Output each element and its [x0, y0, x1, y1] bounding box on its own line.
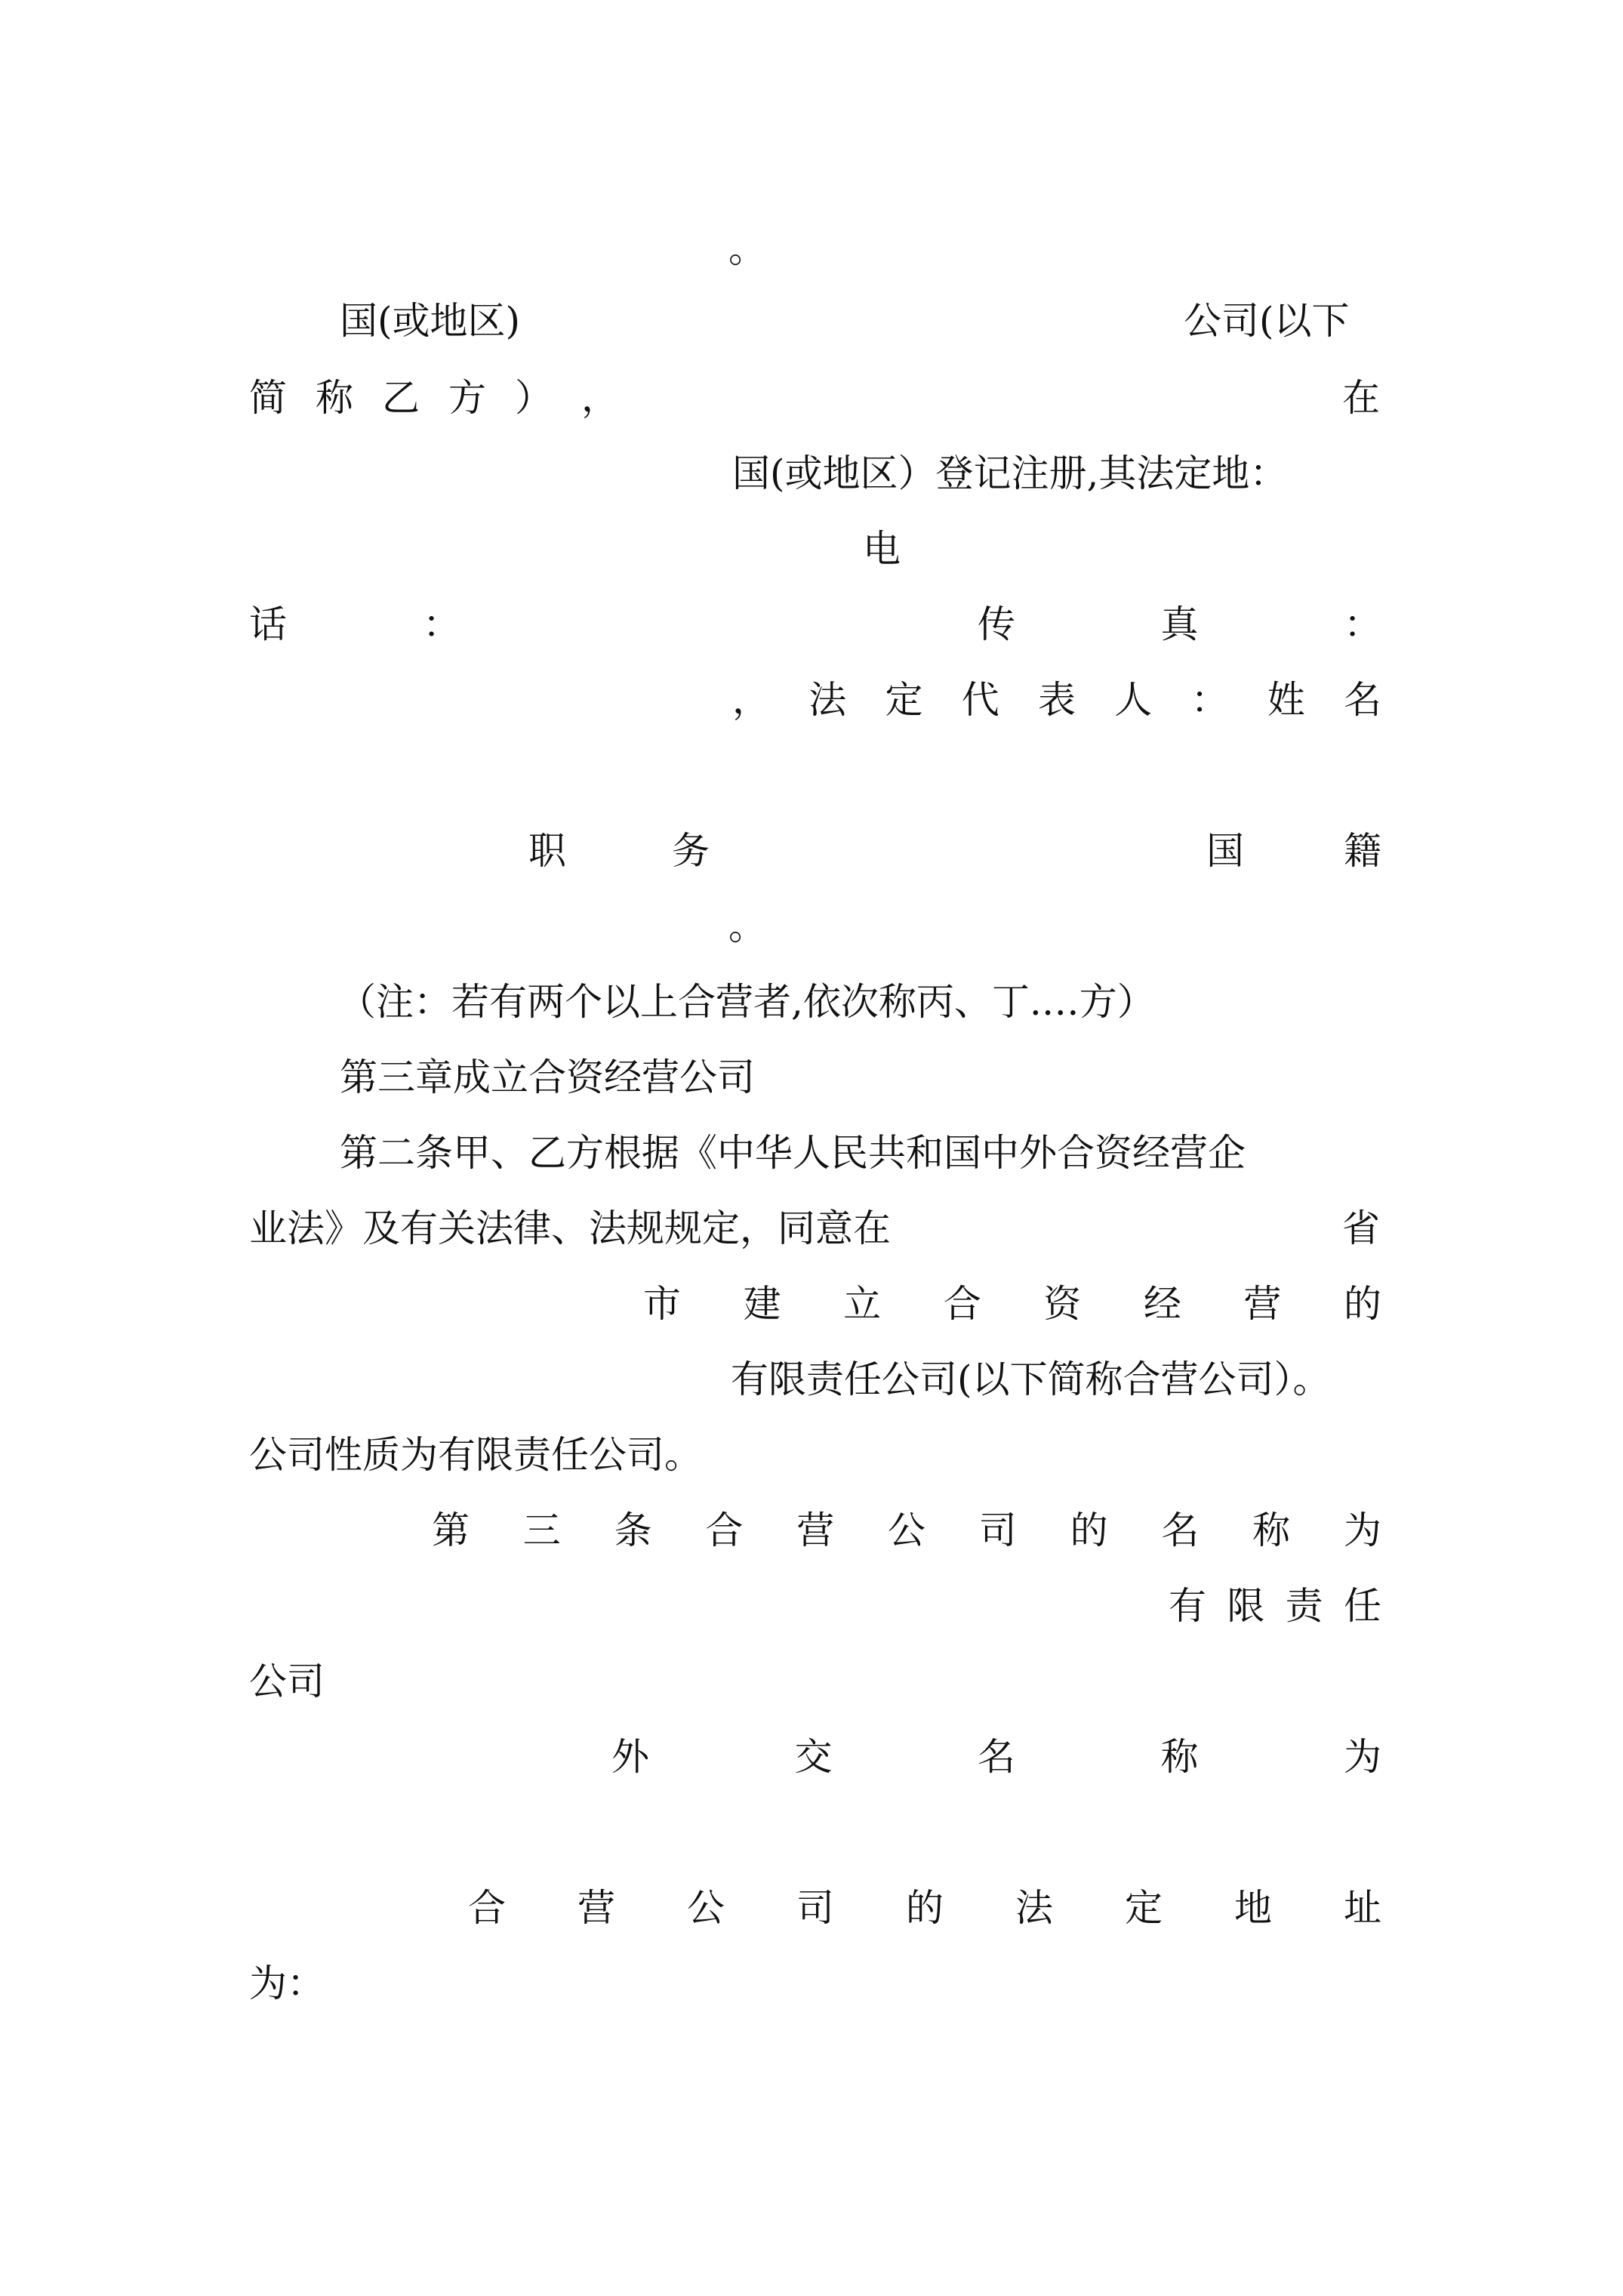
char: 限: [1227, 1584, 1265, 1628]
country-region-label: 国(或地区): [340, 299, 521, 343]
article-3-line1: [432, 1508, 1381, 1553]
company-label: 公司(以下: [1184, 299, 1350, 343]
char: 职: [528, 829, 566, 873]
registration-line: 国(或地区）登记注册,其法定地：: [732, 451, 1288, 495]
legal-representative-label: [732, 677, 1381, 723]
foreign-name-label: [611, 1734, 1381, 1780]
char: 责: [1285, 1584, 1323, 1628]
party-b-abbrev: [249, 375, 619, 421]
char: 定: [885, 678, 923, 722]
address-suffix: 为：: [249, 1962, 325, 2005]
char: 国: [1206, 829, 1244, 873]
char: 名: [1161, 1509, 1200, 1552]
char: 有: [1169, 1584, 1206, 1628]
char: 的: [1343, 1282, 1381, 1326]
char: 名: [978, 1735, 1015, 1779]
char: 称: [316, 376, 353, 420]
char: 交: [794, 1735, 833, 1779]
char: 合: [943, 1282, 981, 1326]
article-2-line3: [643, 1281, 1381, 1327]
char: 任: [1343, 1584, 1381, 1628]
char: 为: [1344, 1735, 1381, 1779]
char: 址: [1344, 1886, 1381, 1930]
char: 简: [249, 376, 287, 420]
char: 的: [906, 1886, 944, 1930]
char: 姓: [1267, 678, 1305, 722]
char: 三: [522, 1509, 561, 1552]
char: 建: [743, 1282, 781, 1326]
phone-colon: ：: [423, 603, 460, 646]
at-label: 在: [1342, 376, 1380, 420]
limited-liability-label: [1169, 1583, 1381, 1629]
phone-label-part1: 电: [863, 527, 901, 571]
char: 法: [808, 678, 847, 722]
char: 称: [1252, 1509, 1291, 1552]
char: 合: [468, 1886, 506, 1930]
phone-label-part2: 话: [249, 603, 287, 646]
char: 司: [796, 1886, 834, 1930]
char: 名: [1344, 678, 1381, 722]
char: 传: [978, 603, 1015, 646]
char: 营: [577, 1886, 615, 1930]
char: 司: [978, 1509, 1017, 1552]
chapter-heading: 第三章成立合资经营公司: [340, 1056, 755, 1099]
char: 代: [961, 678, 999, 722]
char: 公: [687, 1886, 725, 1930]
char: 务: [672, 829, 710, 873]
company-nature-line: 公司性质为有限责任公司。: [249, 1433, 702, 1477]
char: ，: [732, 678, 770, 722]
char: 表: [1038, 678, 1076, 722]
article-2-line4: 有限责任公司(以下简称合营公司）。: [731, 1358, 1331, 1401]
char: 地: [1234, 1886, 1272, 1930]
char: 外: [611, 1735, 649, 1779]
char: ，: [581, 376, 619, 420]
char: 真: [1160, 603, 1199, 646]
period-mark: 。: [728, 905, 766, 948]
char: 乙: [382, 376, 420, 420]
char: 公: [887, 1509, 925, 1552]
char: 资: [1043, 1282, 1082, 1326]
char: 称: [1160, 1735, 1199, 1779]
legal-address-label: [468, 1885, 1381, 1931]
position-label: [528, 828, 710, 874]
char: 营: [796, 1509, 835, 1552]
char: 条: [614, 1509, 652, 1552]
char: ）: [515, 376, 553, 420]
char: 市: [643, 1282, 681, 1326]
char: 定: [1125, 1886, 1163, 1930]
char: 营: [1243, 1282, 1282, 1326]
company-word: 公司: [249, 1660, 325, 1703]
note-line: （注：若有两个以上合营者,依次称丙、丁.…方）: [338, 980, 1155, 1024]
article-2-line2: 业法》及有关法律、法规规定，同意在: [249, 1207, 891, 1250]
char: ：: [1190, 678, 1229, 722]
article-2-line1: 第二条甲、乙方根据《中华人民共和国中外合资经营企: [340, 1131, 1246, 1175]
char: 人: [1114, 678, 1153, 722]
char: 立: [843, 1282, 882, 1326]
period-mark: 。: [728, 227, 766, 271]
fax-label: [978, 602, 1381, 647]
char: 法: [1015, 1886, 1053, 1930]
char: 为: [1343, 1509, 1381, 1552]
province-label: 省: [1342, 1207, 1380, 1250]
char: ：: [1344, 603, 1381, 646]
nationality-label: [1206, 828, 1381, 874]
char: 籍: [1344, 829, 1381, 873]
char: 方: [448, 376, 486, 420]
char: 第: [432, 1509, 470, 1552]
char: 的: [1070, 1509, 1108, 1552]
char: 经: [1143, 1282, 1181, 1326]
char: 合: [705, 1509, 744, 1552]
